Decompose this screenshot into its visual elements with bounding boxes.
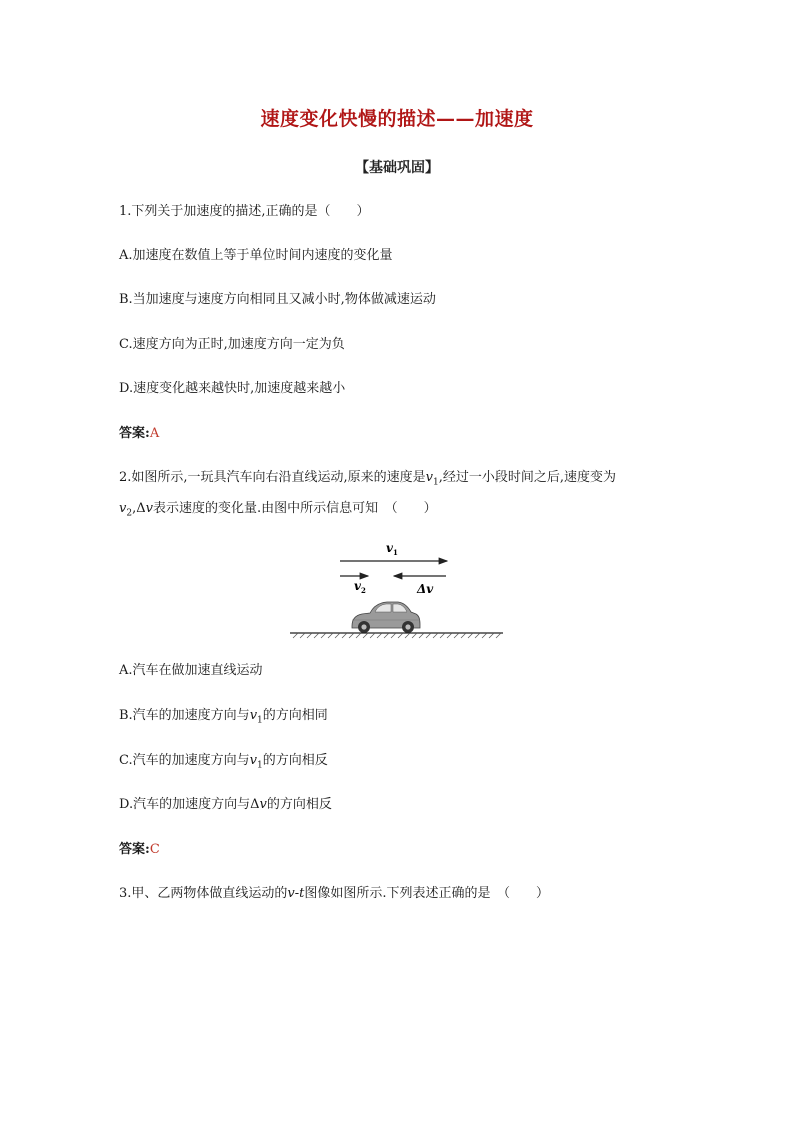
option-text: 的方向相同 <box>262 708 328 723</box>
v-subscript: 1 <box>256 760 263 771</box>
v-subscript: 1 <box>257 715 263 726</box>
option-text: B.汽车的加速度方向与 <box>119 708 250 723</box>
page-title: 速度变化快慢的描述——加速度 <box>260 108 534 130</box>
question-1-stem: 1.下列关于加速度的描述,正确的是（ ） <box>119 204 370 219</box>
option-text: C.汽车的加速度方向与 <box>119 753 250 768</box>
question-1-option-c: C.速度方向为正时,加速度方向一定为负 <box>119 337 345 352</box>
section-heading: 【基础巩固】 <box>355 160 439 176</box>
question-1-answer <box>119 425 159 443</box>
v1-subscript: 1 <box>433 477 439 488</box>
v1-label: $v_1$ <box>386 541 398 557</box>
v2-label: $v_2$ <box>354 579 366 595</box>
ground-hatching <box>293 633 501 638</box>
v-symbol: v <box>249 753 257 768</box>
v1-symbol: v <box>425 470 434 485</box>
answer-label: 答案: <box>119 842 150 857</box>
dv-symbol: v <box>145 501 153 516</box>
question-1-option-d: D.速度变化越来越快时,加速度越来越小 <box>119 381 346 396</box>
question-1-option-a: A.加速度在数值上等于单位时间内速度的变化量 <box>119 248 393 263</box>
v-symbol: v <box>249 708 258 723</box>
v-symbol: v <box>259 797 267 812</box>
option-text: A.汽车在做加速直线运动 <box>119 663 263 678</box>
car-icon <box>352 602 420 633</box>
option-text: D.汽车的加速度方向与Δ <box>119 797 260 812</box>
question-2-option-b <box>119 707 328 730</box>
stem-text: ,经过一小段时间之后,速度变为 <box>438 470 617 485</box>
velocity-diagram <box>285 538 510 642</box>
vt-symbol: v-t <box>287 886 305 901</box>
stem-text: 2.如图所示,一玩具汽车向右沿直线运动,原来的速度是 <box>119 470 426 485</box>
question-3-stem <box>119 885 549 903</box>
stem-text: 图像如图所示.下列表述正确的是 （ ） <box>304 886 550 901</box>
v2-symbol: v <box>119 501 127 516</box>
question-1-option-b: B.当加速度与速度方向相同且又减小时,物体做减速运动 <box>119 292 436 307</box>
question-2-option-c <box>119 752 328 775</box>
question-2-option-a <box>119 662 263 680</box>
answer-value: A <box>149 426 160 441</box>
question-2-stem-line-2 <box>119 500 437 523</box>
option-text: 的方向相反 <box>266 797 332 812</box>
question-2-option-d <box>119 796 332 814</box>
answer-label: 答案: <box>119 426 150 441</box>
stem-text: 3.甲、乙两物体做直线运动的 <box>119 886 288 901</box>
stem-text: ,Δ <box>132 501 146 516</box>
stem-text: 表示速度的变化量.由图中所示信息可知 （ ） <box>152 501 437 516</box>
v2-subscript: 2 <box>126 508 133 519</box>
question-2-stem-line-1 <box>119 469 616 492</box>
question-2-answer <box>119 841 160 859</box>
dv-label: Δv <box>417 582 434 596</box>
option-text: 的方向相反 <box>262 753 328 768</box>
answer-value: C <box>149 842 160 857</box>
